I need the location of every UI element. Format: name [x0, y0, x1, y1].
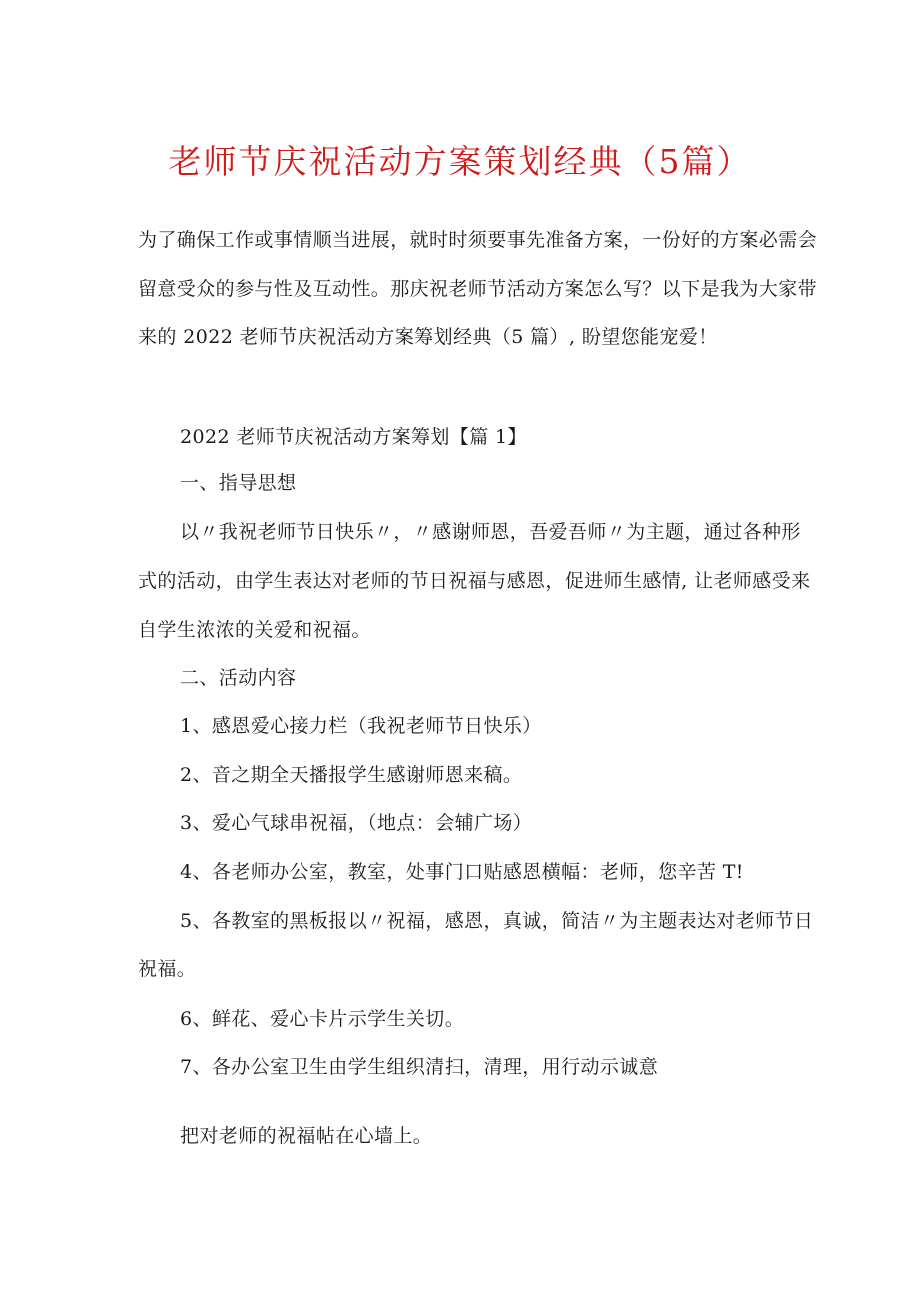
intro-line: 为了确保工作或事情顺当进展，就时时须要事先准备方案，一份好的方案必需会 — [138, 229, 818, 251]
part-heading-guiding: 一、指导思想 — [180, 472, 297, 494]
list-item: 1、感恩爱心接力栏（我祝老师节日快乐） — [180, 715, 542, 737]
list-item: 6、鲜花、爱心卡片示学生关切。 — [180, 1008, 465, 1030]
list-item: 3、爱心气球串祝福，（地点：会辅广场） — [180, 812, 533, 834]
intro-line: 留意受众的参与性及互动性。那庆祝老师节活动方案怎么写？以下是我为大家带 — [138, 278, 818, 300]
intro-line: 来的 2022 老师节庆祝活动方案筹划经典（5 篇）, 盼望您能宠爱！ — [138, 326, 718, 348]
paragraph-line: 以〃我祝老师节日快乐〃，〃感谢师恩，吾爱吾师〃为主题，通过各种形 — [180, 521, 801, 543]
document-title: 老师节庆祝活动方案策划经典（5篇） — [168, 142, 752, 181]
section-heading: 2022 老师节庆祝活动方案筹划【篇 1】 — [180, 426, 527, 448]
part-heading-activities: 二、活动内容 — [180, 667, 297, 689]
list-item: 5、各教室的黑板报以〃祝福，感恩，真诚，简洁〃为主题表达对老师节日 — [180, 910, 814, 932]
list-item-continuation: 祝福。 — [138, 958, 197, 980]
paragraph-line: 自学生浓浓的关爱和祝福。 — [138, 619, 371, 641]
list-item: 2、音之期全天播报学生感谢师恩来稿。 — [180, 764, 523, 786]
paragraph-line: 式的活动，由学生表达对老师的节日祝福与感恩，促进师生感情, 让老师感受来 — [138, 570, 811, 592]
list-item: 7、各办公室卫生由学生组织清扫，清理，用行动示诚意 — [180, 1056, 659, 1078]
list-item: 4、各老师办公室，教室，处事门口贴感恩横幅：老师，您辛苦 T! — [180, 861, 744, 883]
closing-line: 把对老师的祝福帖在心墙上。 — [180, 1125, 433, 1147]
